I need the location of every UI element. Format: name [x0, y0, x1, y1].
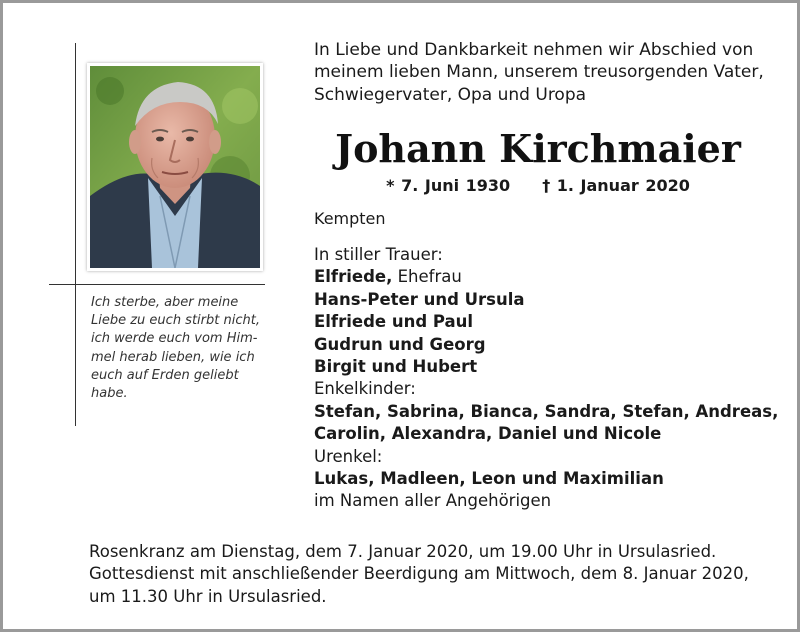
vertical-divider	[75, 43, 76, 426]
quote-line: ich werde euch vom Him-	[91, 331, 258, 347]
great-grandchildren-label: Urenkel:	[314, 446, 383, 466]
portrait-photo	[87, 63, 263, 271]
mourner-children: Gudrun und Georg	[314, 334, 486, 354]
mourners-closing: im Namen aller Angehörigen	[314, 491, 552, 511]
intro-text	[314, 39, 774, 106]
mourners-heading: In stiller Trauer:	[314, 245, 443, 264]
mourner-children: Birgit und Hubert	[314, 357, 478, 377]
wife-role: Ehefrau	[392, 267, 462, 287]
birth-date: * 7. Juni 1930	[386, 176, 511, 195]
quote-line: habe.	[91, 386, 128, 402]
wife-name: Elfriede,	[314, 267, 393, 287]
life-dates	[303, 175, 773, 197]
intro-line: In Liebe und Dankbarkeit nehmen wir Abschied von	[314, 40, 754, 60]
service-line: Rosenkranz am Dienstag, dem 7. Januar 2020, um 19.00 Uhr in Ursulasried.	[89, 542, 717, 561]
quote-line: euch auf Erden geliebt	[91, 367, 239, 383]
mourner-children: Elfriede und Paul	[314, 312, 474, 332]
mourner-children: Hans-Peter und Ursula	[314, 289, 525, 309]
great-grandchildren-names: Lukas, Madleen, Leon und Maximilian	[314, 469, 664, 489]
portrait-image	[90, 66, 260, 268]
mourners-list	[314, 244, 784, 513]
service-line: um 11.30 Uhr in Ursulasried.	[89, 586, 327, 606]
quote-line: mel herab lieben, wie ich	[91, 349, 255, 365]
horizontal-divider	[49, 284, 265, 285]
mourner-wife	[314, 266, 784, 288]
service-line: Gottesdienst mit anschließender Beerdigung am Mittwoch, dem 8. Januar 2020,	[89, 564, 749, 584]
intro-line: Schwiegervater, Opa und Uropa	[314, 84, 587, 105]
grandchildren-names: Carolin, Alexandra, Daniel und Nicole	[314, 424, 662, 444]
deceased-name: Johann Kirchmaier	[335, 126, 741, 171]
place-text: Kempten	[314, 209, 386, 228]
quote-line: Liebe zu euch stirbt nicht,	[91, 313, 260, 329]
quote-text	[91, 294, 271, 403]
grandchildren-names: Stefan, Sabrina, Bianca, Sandra, Stefan, Andreas,	[314, 401, 779, 421]
quote-line: Ich sterbe, aber meine	[91, 295, 239, 310]
intro-line: meinem lieben Mann, unserem treusorgenden Vater,	[314, 62, 764, 83]
grandchildren-label: Enkelkinder:	[314, 379, 416, 399]
service-info	[89, 541, 769, 608]
death-date: † 1. Januar 2020	[542, 176, 690, 195]
